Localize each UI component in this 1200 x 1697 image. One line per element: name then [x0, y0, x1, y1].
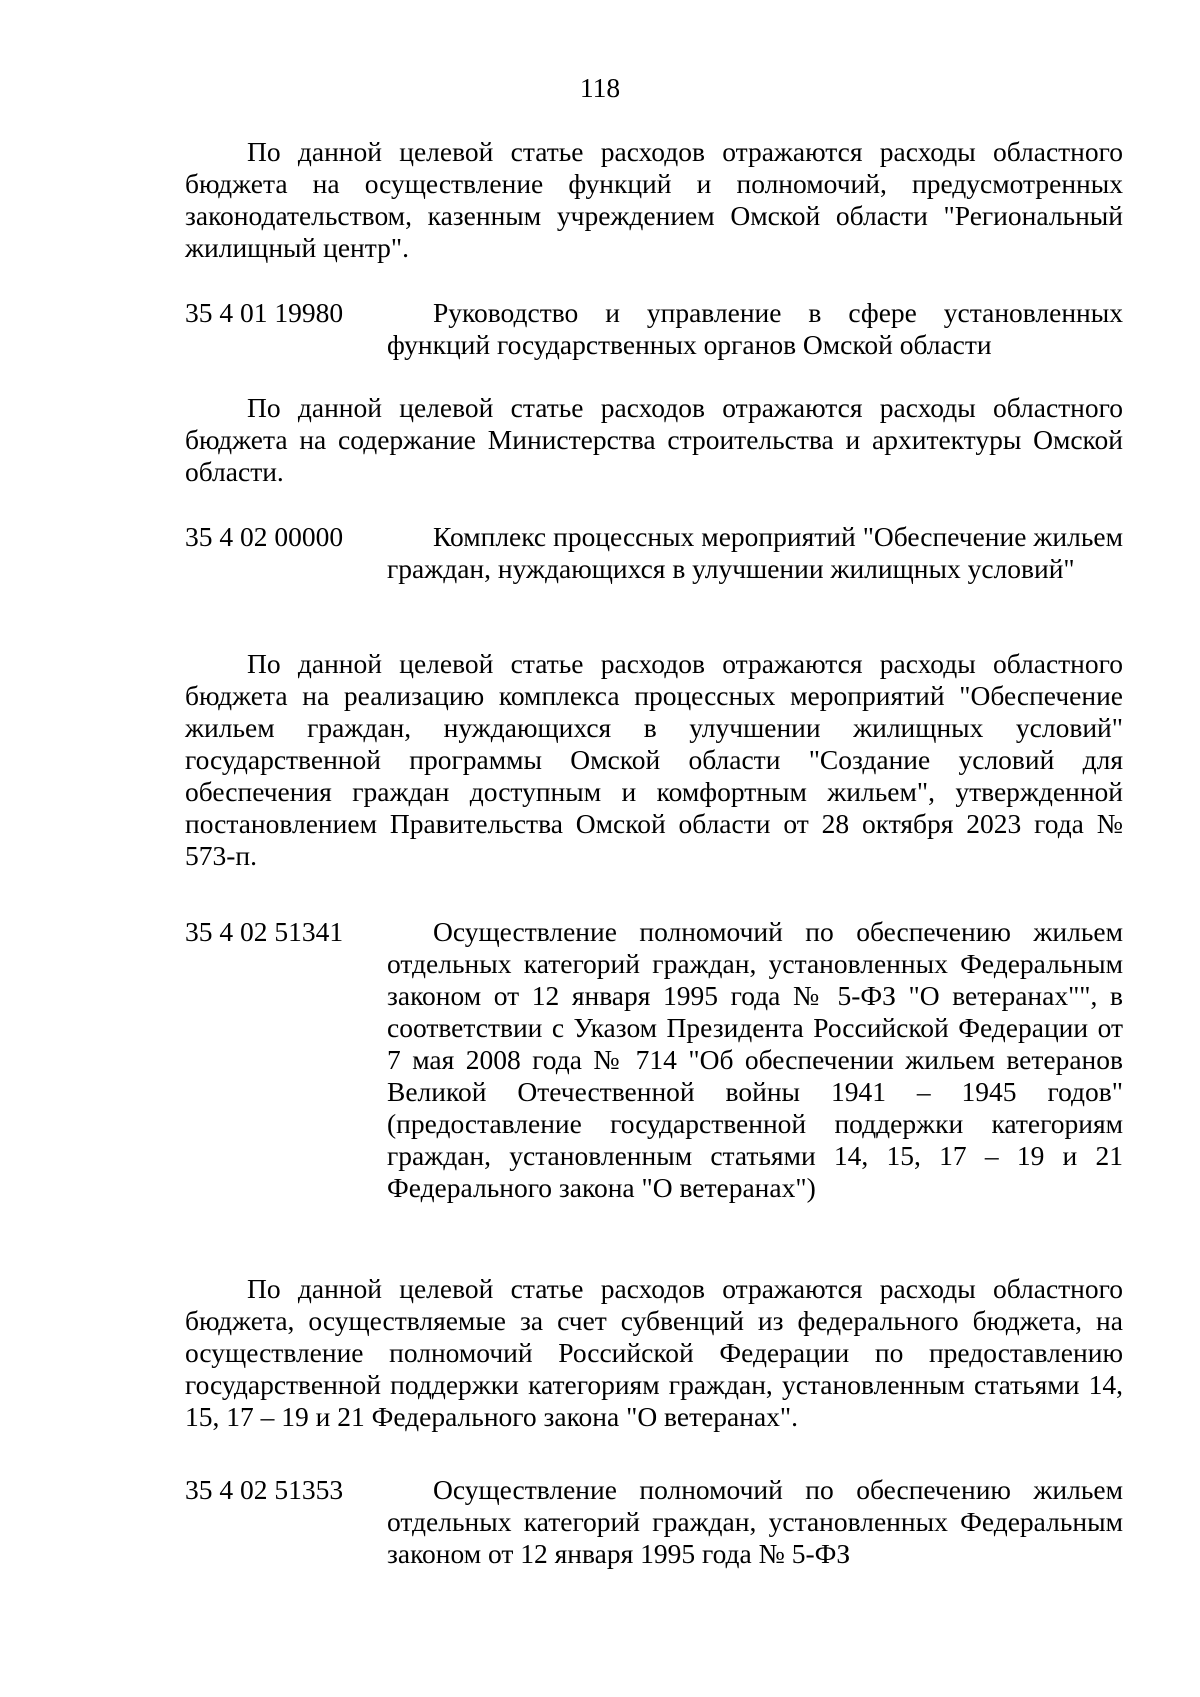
- paragraph-ministry-expenses: По данной целевой статье расходов отражаются расходы областного бюджета на содержание Министерства строительства и архитектуры Омской области.: [185, 392, 1123, 487]
- budget-entry-35-4-02-51353: [185, 1474, 1123, 1570]
- page-number: 118: [579, 72, 621, 103]
- paragraph-housing-program: По данной целевой статье расходов отражаются расходы областного бюджета на реализацию комплекса процессных мероприятий "Обеспечение жильем граждан, нуждающихся в улучшении жилищных условий" государственной программы Омской области "Создание условий для обеспечения граждан доступным и комфортным жильем", утвержденной постановлением Правительства Омской области от 28 октября 2023 года № 573-п.: [185, 648, 1123, 871]
- entry-code: 35 4 02 51353: [185, 1474, 344, 1505]
- entry-code: 35 4 02 51341: [185, 916, 344, 947]
- entry-code: 35 4 02 00000: [185, 521, 344, 552]
- entry-title: Осуществление полномочий по обеспечению жильем отдельных категорий граждан, установленных Федеральным законом от 12 января 1995 года № 5-ФЗ "О ветеранах"", в соответствии с Указом Президента Российской Федерации от 7 мая 2008 года № 714 "Об обеспечении жильем ветеранов Великой Отечественной войны 1941 – 1945 годов" (предоставление государственной поддержки категориям граждан, установленным статьями 14, 15, 17 – 19 и 21 Федерального закона "О ветеранах"): [387, 916, 1123, 1203]
- budget-entry-35-4-02-00000: [185, 521, 1123, 585]
- entry-title: Комплекс процессных мероприятий "Обеспечение жильем граждан, нуждающихся в улучшении жилищных условий": [387, 521, 1123, 584]
- budget-entry-35-4-01-19980: [185, 297, 1123, 361]
- entry-title: Осуществление полномочий по обеспечению жильем отдельных категорий граждан, установленных Федеральным законом от 12 января 1995 года № 5-ФЗ: [387, 1474, 1123, 1569]
- entry-code: 35 4 01 19980: [185, 297, 344, 328]
- budget-entry-35-4-02-51341: [185, 916, 1123, 1204]
- entry-title: Руководство и управление в сфере установленных функций государственных органов Омской области: [387, 297, 1123, 360]
- paragraph-federal-subventions: По данной целевой статье расходов отражаются расходы областного бюджета, осуществляемые за счет субвенций из федерального бюджета, на осуществление полномочий Российской Федерации по предоставлению государственной поддержки категориям граждан, установленным статьями 14, 15, 17 – 19 и 21 Федерального закона "О ветеранах".: [185, 1273, 1123, 1432]
- paragraph-rjc-expenses: По данной целевой статье расходов отражаются расходы областного бюджета на осуществление функций и полномочий, предусмотренных законодательством, казенным учреждением Омской области "Региональный жилищный центр".: [185, 136, 1123, 263]
